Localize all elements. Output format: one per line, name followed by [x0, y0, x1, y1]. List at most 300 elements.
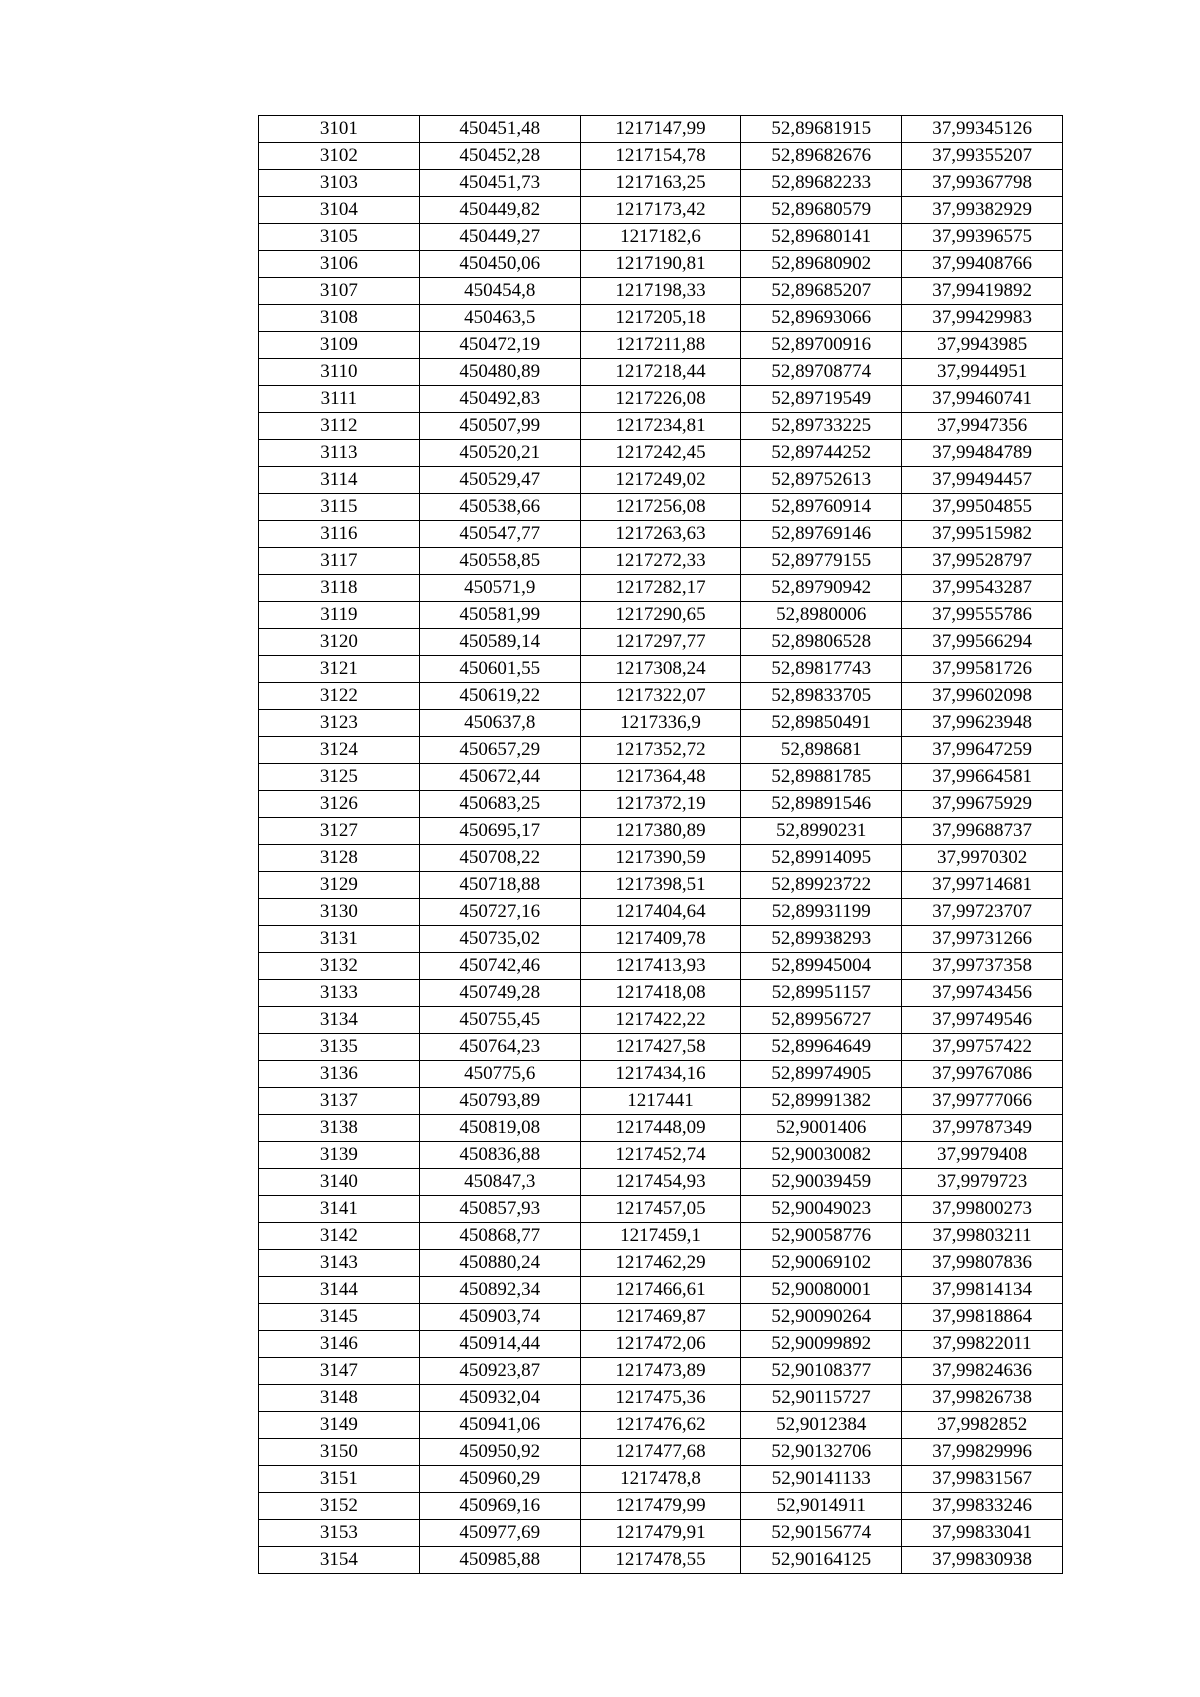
latitude-cell: 52,89891546	[741, 791, 902, 818]
coord-x-cell: 450538,66	[419, 494, 580, 521]
coord-y-cell: 1217454,93	[580, 1169, 741, 1196]
coord-x-cell: 450451,48	[419, 116, 580, 143]
coord-y-cell: 1217297,77	[580, 629, 741, 656]
longitude-cell: 37,99723707	[902, 899, 1063, 926]
coord-x-cell: 450581,99	[419, 602, 580, 629]
coord-x-cell: 450950,92	[419, 1439, 580, 1466]
coord-x-cell: 450857,93	[419, 1196, 580, 1223]
longitude-cell: 37,99833041	[902, 1520, 1063, 1547]
point-number-cell: 3126	[259, 791, 420, 818]
point-number-cell: 3111	[259, 386, 420, 413]
table-row	[259, 359, 1063, 386]
point-number-cell: 3108	[259, 305, 420, 332]
longitude-cell: 37,99803211	[902, 1223, 1063, 1250]
longitude-cell: 37,99419892	[902, 278, 1063, 305]
latitude-cell: 52,89850491	[741, 710, 902, 737]
coord-x-cell: 450903,74	[419, 1304, 580, 1331]
latitude-cell: 52,90164125	[741, 1547, 902, 1574]
coord-y-cell: 1217163,25	[580, 170, 741, 197]
latitude-cell: 52,89680141	[741, 224, 902, 251]
coord-y-cell: 1217372,19	[580, 791, 741, 818]
coord-x-cell: 450637,8	[419, 710, 580, 737]
latitude-cell: 52,90156774	[741, 1520, 902, 1547]
table-row	[259, 953, 1063, 980]
point-number-cell: 3134	[259, 1007, 420, 1034]
latitude-cell: 52,89881785	[741, 764, 902, 791]
coord-x-cell: 450977,69	[419, 1520, 580, 1547]
coord-x-cell: 450742,46	[419, 953, 580, 980]
table-row	[259, 413, 1063, 440]
table-row	[259, 1250, 1063, 1277]
latitude-cell: 52,89779155	[741, 548, 902, 575]
coord-x-cell: 450672,44	[419, 764, 580, 791]
latitude-cell: 52,90080001	[741, 1277, 902, 1304]
point-number-cell: 3101	[259, 116, 420, 143]
coord-x-cell: 450454,8	[419, 278, 580, 305]
coord-y-cell: 1217452,74	[580, 1142, 741, 1169]
coord-y-cell: 1217462,29	[580, 1250, 741, 1277]
coord-x-cell: 450819,08	[419, 1115, 580, 1142]
coord-x-cell: 450923,87	[419, 1358, 580, 1385]
coord-x-cell: 450450,06	[419, 251, 580, 278]
coord-x-cell: 450969,16	[419, 1493, 580, 1520]
table-row	[259, 872, 1063, 899]
point-number-cell: 3103	[259, 170, 420, 197]
table-row	[259, 1223, 1063, 1250]
coord-x-cell: 450683,25	[419, 791, 580, 818]
table-row	[259, 1196, 1063, 1223]
coord-y-cell: 1217147,99	[580, 116, 741, 143]
table-row	[259, 197, 1063, 224]
point-number-cell: 3145	[259, 1304, 420, 1331]
table-row	[259, 1520, 1063, 1547]
coord-y-cell: 1217409,78	[580, 926, 741, 953]
coord-x-cell: 450520,21	[419, 440, 580, 467]
point-number-cell: 3115	[259, 494, 420, 521]
latitude-cell: 52,89681915	[741, 116, 902, 143]
coord-y-cell: 1217479,91	[580, 1520, 741, 1547]
coord-x-cell: 450472,19	[419, 332, 580, 359]
table-row	[259, 926, 1063, 953]
table-row	[259, 1277, 1063, 1304]
coord-y-cell: 1217308,24	[580, 656, 741, 683]
point-number-cell: 3138	[259, 1115, 420, 1142]
coord-y-cell: 1217457,05	[580, 1196, 741, 1223]
coord-y-cell: 1217290,65	[580, 602, 741, 629]
coord-y-cell: 1217205,18	[580, 305, 741, 332]
coord-x-cell: 450880,24	[419, 1250, 580, 1277]
latitude-cell: 52,90115727	[741, 1385, 902, 1412]
latitude-cell: 52,89744252	[741, 440, 902, 467]
point-number-cell: 3151	[259, 1466, 420, 1493]
longitude-cell: 37,99429983	[902, 305, 1063, 332]
coord-x-cell: 450571,9	[419, 575, 580, 602]
longitude-cell: 37,99555786	[902, 602, 1063, 629]
table-row	[259, 737, 1063, 764]
point-number-cell: 3150	[259, 1439, 420, 1466]
coord-x-cell: 450492,83	[419, 386, 580, 413]
latitude-cell: 52,89974905	[741, 1061, 902, 1088]
latitude-cell: 52,9014911	[741, 1493, 902, 1520]
table-row	[259, 683, 1063, 710]
coord-y-cell: 1217249,02	[580, 467, 741, 494]
latitude-cell: 52,89682233	[741, 170, 902, 197]
point-number-cell: 3119	[259, 602, 420, 629]
coord-x-cell: 450619,22	[419, 683, 580, 710]
longitude-cell: 37,99504855	[902, 494, 1063, 521]
coord-y-cell: 1217242,45	[580, 440, 741, 467]
latitude-cell: 52,89938293	[741, 926, 902, 953]
coord-x-cell: 450695,17	[419, 818, 580, 845]
table-row	[259, 278, 1063, 305]
latitude-cell: 52,89817743	[741, 656, 902, 683]
coord-y-cell: 1217448,09	[580, 1115, 741, 1142]
longitude-cell: 37,99355207	[902, 143, 1063, 170]
point-number-cell: 3125	[259, 764, 420, 791]
table-row	[259, 980, 1063, 1007]
table-row	[259, 440, 1063, 467]
table-row	[259, 143, 1063, 170]
table-row	[259, 1385, 1063, 1412]
latitude-cell: 52,89964649	[741, 1034, 902, 1061]
coord-x-cell: 450793,89	[419, 1088, 580, 1115]
coord-y-cell: 1217477,68	[580, 1439, 741, 1466]
point-number-cell: 3142	[259, 1223, 420, 1250]
coord-x-cell: 450718,88	[419, 872, 580, 899]
longitude-cell: 37,9944951	[902, 359, 1063, 386]
coord-x-cell: 450985,88	[419, 1547, 580, 1574]
coord-y-cell: 1217256,08	[580, 494, 741, 521]
coord-x-cell: 450452,28	[419, 143, 580, 170]
point-number-cell: 3121	[259, 656, 420, 683]
coord-x-cell: 450449,82	[419, 197, 580, 224]
longitude-cell: 37,99822011	[902, 1331, 1063, 1358]
longitude-cell: 37,99460741	[902, 386, 1063, 413]
coord-y-cell: 1217473,89	[580, 1358, 741, 1385]
coord-y-cell: 1217173,42	[580, 197, 741, 224]
latitude-cell: 52,89680579	[741, 197, 902, 224]
point-number-cell: 3131	[259, 926, 420, 953]
table-row	[259, 1169, 1063, 1196]
table-row	[259, 548, 1063, 575]
coord-y-cell: 1217154,78	[580, 143, 741, 170]
latitude-cell: 52,90049023	[741, 1196, 902, 1223]
point-number-cell: 3102	[259, 143, 420, 170]
table-row	[259, 251, 1063, 278]
longitude-cell: 37,99528797	[902, 548, 1063, 575]
table-row	[259, 1142, 1063, 1169]
longitude-cell: 37,99602098	[902, 683, 1063, 710]
latitude-cell: 52,90058776	[741, 1223, 902, 1250]
coord-y-cell: 1217234,81	[580, 413, 741, 440]
table-row	[259, 1439, 1063, 1466]
latitude-cell: 52,89680902	[741, 251, 902, 278]
coord-y-cell: 1217336,9	[580, 710, 741, 737]
coord-x-cell: 450558,85	[419, 548, 580, 575]
point-number-cell: 3143	[259, 1250, 420, 1277]
latitude-cell: 52,8980006	[741, 602, 902, 629]
table-row	[259, 332, 1063, 359]
point-number-cell: 3110	[259, 359, 420, 386]
coord-x-cell: 450507,99	[419, 413, 580, 440]
longitude-cell: 37,99367798	[902, 170, 1063, 197]
longitude-cell: 37,99826738	[902, 1385, 1063, 1412]
table-row	[259, 1466, 1063, 1493]
coord-y-cell: 1217422,22	[580, 1007, 741, 1034]
point-number-cell: 3137	[259, 1088, 420, 1115]
table-row	[259, 170, 1063, 197]
longitude-cell: 37,99664581	[902, 764, 1063, 791]
latitude-cell: 52,89951157	[741, 980, 902, 1007]
coord-y-cell: 1217466,61	[580, 1277, 741, 1304]
latitude-cell: 52,89708774	[741, 359, 902, 386]
table-row	[259, 305, 1063, 332]
point-number-cell: 3107	[259, 278, 420, 305]
point-number-cell: 3114	[259, 467, 420, 494]
latitude-cell: 52,9001406	[741, 1115, 902, 1142]
latitude-cell: 52,89945004	[741, 953, 902, 980]
point-number-cell: 3104	[259, 197, 420, 224]
longitude-cell: 37,99787349	[902, 1115, 1063, 1142]
coord-y-cell: 1217352,72	[580, 737, 741, 764]
longitude-cell: 37,99743456	[902, 980, 1063, 1007]
latitude-cell: 52,89733225	[741, 413, 902, 440]
longitude-cell: 37,9979408	[902, 1142, 1063, 1169]
longitude-cell: 37,9947356	[902, 413, 1063, 440]
longitude-cell: 37,99833246	[902, 1493, 1063, 1520]
longitude-cell: 37,99777066	[902, 1088, 1063, 1115]
point-number-cell: 3120	[259, 629, 420, 656]
latitude-cell: 52,89923722	[741, 872, 902, 899]
table-row	[259, 845, 1063, 872]
latitude-cell: 52,898681	[741, 737, 902, 764]
table-row	[259, 764, 1063, 791]
coord-x-cell: 450847,3	[419, 1169, 580, 1196]
coord-y-cell: 1217398,51	[580, 872, 741, 899]
coord-y-cell: 1217472,06	[580, 1331, 741, 1358]
coord-y-cell: 1217441	[580, 1088, 741, 1115]
point-number-cell: 3116	[259, 521, 420, 548]
latitude-cell: 52,90108377	[741, 1358, 902, 1385]
longitude-cell: 37,9979723	[902, 1169, 1063, 1196]
longitude-cell: 37,99831567	[902, 1466, 1063, 1493]
latitude-cell: 52,89693066	[741, 305, 902, 332]
longitude-cell: 37,99382929	[902, 197, 1063, 224]
longitude-cell: 37,99515982	[902, 521, 1063, 548]
coord-x-cell: 450529,47	[419, 467, 580, 494]
coordinates-table-body	[259, 116, 1063, 1574]
point-number-cell: 3140	[259, 1169, 420, 1196]
coord-y-cell: 1217478,8	[580, 1466, 741, 1493]
point-number-cell: 3148	[259, 1385, 420, 1412]
longitude-cell: 37,9982852	[902, 1412, 1063, 1439]
coord-y-cell: 1217364,48	[580, 764, 741, 791]
table-row	[259, 467, 1063, 494]
coord-x-cell: 450463,5	[419, 305, 580, 332]
latitude-cell: 52,90090264	[741, 1304, 902, 1331]
coord-x-cell: 450735,02	[419, 926, 580, 953]
point-number-cell: 3147	[259, 1358, 420, 1385]
table-row	[259, 1304, 1063, 1331]
latitude-cell: 52,89685207	[741, 278, 902, 305]
coord-y-cell: 1217190,81	[580, 251, 741, 278]
longitude-cell: 37,99749546	[902, 1007, 1063, 1034]
latitude-cell: 52,8990231	[741, 818, 902, 845]
table-row	[259, 224, 1063, 251]
coord-x-cell: 450941,06	[419, 1412, 580, 1439]
table-row	[259, 1088, 1063, 1115]
coord-y-cell: 1217418,08	[580, 980, 741, 1007]
coord-x-cell: 450547,77	[419, 521, 580, 548]
longitude-cell: 37,99543287	[902, 575, 1063, 602]
coord-y-cell: 1217476,62	[580, 1412, 741, 1439]
point-number-cell: 3144	[259, 1277, 420, 1304]
latitude-cell: 52,90099892	[741, 1331, 902, 1358]
latitude-cell: 52,89914095	[741, 845, 902, 872]
longitude-cell: 37,99814134	[902, 1277, 1063, 1304]
latitude-cell: 52,89682676	[741, 143, 902, 170]
table-row	[259, 602, 1063, 629]
point-number-cell: 3152	[259, 1493, 420, 1520]
longitude-cell: 37,99688737	[902, 818, 1063, 845]
coord-y-cell: 1217459,1	[580, 1223, 741, 1250]
coord-x-cell: 450836,88	[419, 1142, 580, 1169]
table-row	[259, 575, 1063, 602]
latitude-cell: 52,89769146	[741, 521, 902, 548]
coord-x-cell: 450755,45	[419, 1007, 580, 1034]
coord-y-cell: 1217404,64	[580, 899, 741, 926]
coord-x-cell: 450764,23	[419, 1034, 580, 1061]
coord-x-cell: 450449,27	[419, 224, 580, 251]
longitude-cell: 37,99829996	[902, 1439, 1063, 1466]
latitude-cell: 52,89931199	[741, 899, 902, 926]
coord-y-cell: 1217390,59	[580, 845, 741, 872]
table-row	[259, 1331, 1063, 1358]
longitude-cell: 37,9943985	[902, 332, 1063, 359]
longitude-cell: 37,99408766	[902, 251, 1063, 278]
point-number-cell: 3128	[259, 845, 420, 872]
table-row	[259, 1358, 1063, 1385]
latitude-cell: 52,89752613	[741, 467, 902, 494]
point-number-cell: 3124	[259, 737, 420, 764]
point-number-cell: 3106	[259, 251, 420, 278]
table-row	[259, 1034, 1063, 1061]
table-row	[259, 899, 1063, 926]
coord-x-cell: 450589,14	[419, 629, 580, 656]
table-row	[259, 710, 1063, 737]
latitude-cell: 52,89806528	[741, 629, 902, 656]
table-row	[259, 1007, 1063, 1034]
table-row	[259, 494, 1063, 521]
longitude-cell: 37,99484789	[902, 440, 1063, 467]
longitude-cell: 37,99566294	[902, 629, 1063, 656]
point-number-cell: 3109	[259, 332, 420, 359]
coordinates-table	[258, 115, 1063, 1574]
coord-y-cell: 1217380,89	[580, 818, 741, 845]
coord-y-cell: 1217469,87	[580, 1304, 741, 1331]
latitude-cell: 52,89833705	[741, 683, 902, 710]
longitude-cell: 37,99675929	[902, 791, 1063, 818]
longitude-cell: 37,99714681	[902, 872, 1063, 899]
coord-x-cell: 450775,6	[419, 1061, 580, 1088]
point-number-cell: 3118	[259, 575, 420, 602]
latitude-cell: 52,89760914	[741, 494, 902, 521]
coord-x-cell: 450749,28	[419, 980, 580, 1007]
coord-y-cell: 1217263,63	[580, 521, 741, 548]
longitude-cell: 37,99581726	[902, 656, 1063, 683]
point-number-cell: 3122	[259, 683, 420, 710]
point-number-cell: 3139	[259, 1142, 420, 1169]
point-number-cell: 3153	[259, 1520, 420, 1547]
point-number-cell: 3133	[259, 980, 420, 1007]
coord-y-cell: 1217182,6	[580, 224, 741, 251]
latitude-cell: 52,90030082	[741, 1142, 902, 1169]
longitude-cell: 37,99345126	[902, 116, 1063, 143]
longitude-cell: 37,99818864	[902, 1304, 1063, 1331]
table-row	[259, 1412, 1063, 1439]
point-number-cell: 3123	[259, 710, 420, 737]
latitude-cell: 52,89790942	[741, 575, 902, 602]
coord-x-cell: 450708,22	[419, 845, 580, 872]
table-row	[259, 386, 1063, 413]
longitude-cell: 37,99737358	[902, 953, 1063, 980]
coord-y-cell: 1217427,58	[580, 1034, 741, 1061]
table-row	[259, 629, 1063, 656]
coord-x-cell: 450868,77	[419, 1223, 580, 1250]
table-row	[259, 521, 1063, 548]
point-number-cell: 3117	[259, 548, 420, 575]
latitude-cell: 52,90132706	[741, 1439, 902, 1466]
coord-y-cell: 1217322,07	[580, 683, 741, 710]
coord-x-cell: 450727,16	[419, 899, 580, 926]
latitude-cell: 52,89719549	[741, 386, 902, 413]
coord-x-cell: 450480,89	[419, 359, 580, 386]
latitude-cell: 52,89956727	[741, 1007, 902, 1034]
coord-y-cell: 1217226,08	[580, 386, 741, 413]
longitude-cell: 37,99731266	[902, 926, 1063, 953]
table-row	[259, 1115, 1063, 1142]
coord-y-cell: 1217478,55	[580, 1547, 741, 1574]
coord-y-cell: 1217479,99	[580, 1493, 741, 1520]
longitude-cell: 37,99807836	[902, 1250, 1063, 1277]
table-row	[259, 1547, 1063, 1574]
point-number-cell: 3113	[259, 440, 420, 467]
coord-y-cell: 1217272,33	[580, 548, 741, 575]
latitude-cell: 52,90069102	[741, 1250, 902, 1277]
point-number-cell: 3130	[259, 899, 420, 926]
point-number-cell: 3136	[259, 1061, 420, 1088]
longitude-cell: 37,99647259	[902, 737, 1063, 764]
longitude-cell: 37,99800273	[902, 1196, 1063, 1223]
point-number-cell: 3135	[259, 1034, 420, 1061]
point-number-cell: 3141	[259, 1196, 420, 1223]
longitude-cell: 37,99494457	[902, 467, 1063, 494]
coord-x-cell: 450932,04	[419, 1385, 580, 1412]
longitude-cell: 37,9970302	[902, 845, 1063, 872]
latitude-cell: 52,90039459	[741, 1169, 902, 1196]
latitude-cell: 52,89991382	[741, 1088, 902, 1115]
coord-y-cell: 1217198,33	[580, 278, 741, 305]
longitude-cell: 37,99396575	[902, 224, 1063, 251]
coord-y-cell: 1217218,44	[580, 359, 741, 386]
table-row	[259, 818, 1063, 845]
table-row	[259, 656, 1063, 683]
point-number-cell: 3127	[259, 818, 420, 845]
coord-y-cell: 1217211,88	[580, 332, 741, 359]
longitude-cell: 37,99623948	[902, 710, 1063, 737]
latitude-cell: 52,89700916	[741, 332, 902, 359]
coord-x-cell: 450960,29	[419, 1466, 580, 1493]
